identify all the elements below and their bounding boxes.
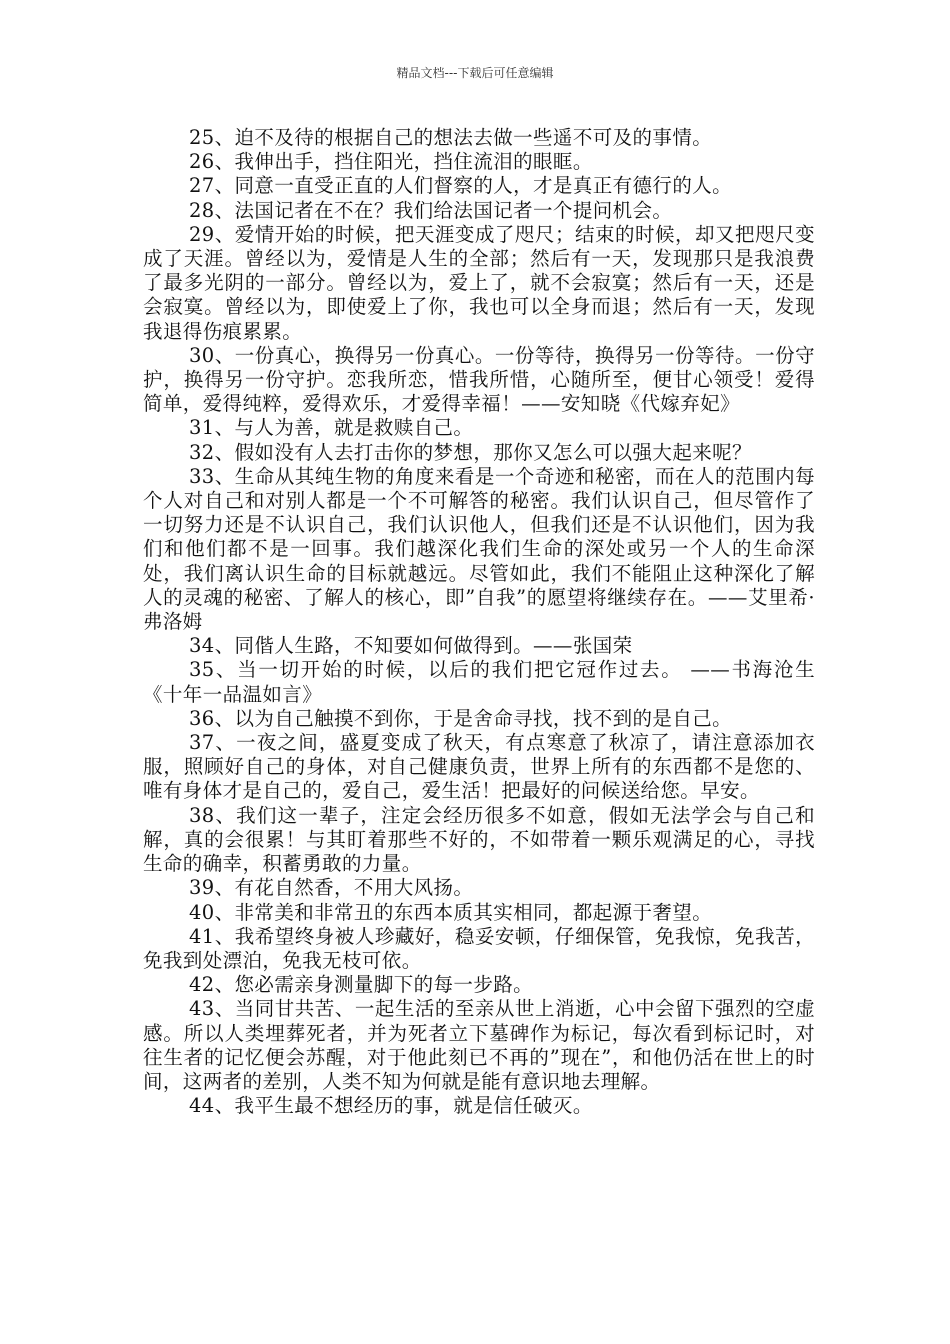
quote-paragraph-41: 41、我希望终身被人珍藏好，稳妥安顿，仔细保管，免我惊，免我苦，免我到处漂泊，免我无枝可依。 (143, 924, 815, 972)
quote-paragraph-26: 26、我伸出手，挡住阳光，挡住流泪的眼眶。 (189, 150, 593, 174)
quote-paragraph-30: 30、一份真心，换得另一份真心。一份等待，换得另一份等待。一份守护，换得另一份守护。恋我所恋，惜我所惜，心随所至，便甘心领受！爱得简单，爱得纯粹，爱得欢乐，才爱得幸福！——安知晓《代嫁弃妃》 (143, 343, 815, 416)
quote-paragraph-33: 33、生命从其纯生物的角度来看是一个奇迹和秘密，而在人的范围内每个人对自己和对别人都是一个不可解答的秘密。我们认识自己，但尽管作了一切努力还是不认识自己，我们认识他人，但我们还是不认识他们，因为我们和他们都不是一回事。我们越深化我们生命的深处或另一个人的生命深处，我们离认识生命的目标就越远。尽管如此，我们不能阻止这种深化了解人的灵魂的秘密、了解人的核心，即”自我”的愿望将继续存在。——艾里希·弗洛姆 (143, 464, 815, 634)
quote-paragraph-34: 34、同偕人生路，不知要如何做得到。——张国荣 (189, 634, 633, 658)
quote-paragraph-32: 32、假如没有人去打击你的梦想，那你又怎么可以强大起来呢？ (189, 440, 752, 464)
quote-paragraph-25: 25、迫不及待的根据自己的想法去做一些遥不可及的事情。 (189, 126, 713, 149)
page-header: 精品文档---下载后可任意编辑 (396, 66, 554, 80)
quote-paragraph-38: 38、我们这一辈子，注定会经历很多不如意，假如无法学会与自己和解，真的会很累！与其盯着那些不好的，不如带着一颗乐观满足的心，寻找生命的确幸，积蓄勇敢的力量。 (143, 803, 815, 876)
quote-paragraph-28: 28、法国记者在不在？我们给法国记者一个提问机会。 (189, 198, 673, 222)
quote-paragraph-37: 37、一夜之间，盛夏变成了秋天，有点寒意了秋凉了，请注意添加衣服，照顾好自己的身体，对自己健康负责，世界上所有的东西都不是您的、唯有身体才是自己的，爱自己，爱生活！把最好的问候送给您。早安。 (143, 731, 815, 803)
document-body (143, 126, 815, 1118)
quote-paragraph-43: 43、当同甘共苦、一起生活的至亲从世上消逝，心中会留下强烈的空虚感。所以人类埋葬死者，并为死者立下墓碑作为标记，每次看到标记时，对往生者的记忆便会苏醒，对于他此刻已不再的”现在”，和他仍活在世上的时间，这两者的差别，人类不知为何就是能有意识地去理解。 (143, 997, 815, 1093)
quote-paragraph-31: 31、与人为善，就是救赎自己。 (189, 416, 474, 440)
quote-paragraph-40: 40、非常美和非常丑的东西本质其实相同，都起源于奢望。 (189, 900, 713, 924)
quote-paragraph-35: 35、当一切开始的时候，以后的我们把它冠作过去。 ——书海沧生 《十年一品温如言》 (143, 658, 815, 706)
quote-paragraph-44: 44、我平生最不想经历的事，就是信任破灭。 (189, 1094, 593, 1118)
quote-paragraph-36: 36、以为自己触摸不到你，于是舍命寻找，找不到的是自己。 (189, 706, 733, 730)
quote-paragraph-39: 39、有花自然香，不用大风扬。 (189, 876, 474, 900)
quote-paragraph-42: 42、您必需亲身测量脚下的每一步路。 (189, 973, 534, 997)
quote-paragraph-29: 29、爱情开始的时候，把天涯变成了咫尺；结束的时候，却又把咫尺变成了天涯。曾经以为，爱情是人生的全部；然后有一天，发现那只是我浪费了最多光阴的一部分。曾经以为，爱上了，就不会寂寞；然后有一天，还是会寂寞。曾经以为，即使爱上了你，我也可以全身而退；然后有一天，发现我退得伤痕累累。 (143, 222, 815, 343)
quote-paragraph-27: 27、同意一直受正直的人们督察的人，才是真正有德行的人。 (189, 174, 733, 198)
